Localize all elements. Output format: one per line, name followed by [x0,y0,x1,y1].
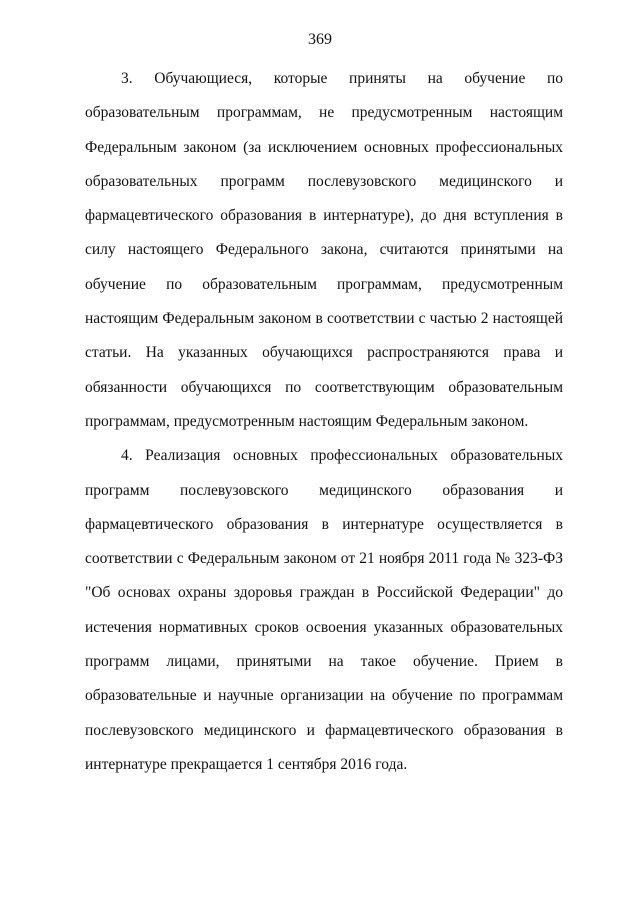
paragraph-3: 3. Обучающиеся, которые приняты на обучение по образовательным программам, не предусмотренным настоящим Федеральным законом (за исключением основных профессиональных образовательных программ послевузовского медицинского и фармацевтического образования в интернатуре), до дня вступления в силу настоящего Федерального закона, считаются принятыми на обучение по образовательным программам, предусмотренным настоящим Федеральным законом в соответствии с частью 2 настоящей статьи. На указанных обучающихся распространяются права и обязанности обучающихся по соответствующим образовательным программам, предусмотренным настоящим Федеральным законом. [85,70,563,430]
paragraph-4: 4. Реализация основных профессиональных образовательных программ послевузовского медицинского образования и фармацевтического образования в интернатуре осуществляется в соответствии с Федеральным законом от 21 ноября 2011 года № 323-ФЗ "Об основах охраны здоровья граждан в Российской Федерации" до истечения нормативных сроков освоения указанных образовательных программ лицами, принятыми на такое обучение. Прием в образовательные и научные организации на обучение по программам послевузовского медицинского и фармацевтического образования в интернатуре прекращается 1 сентября 2016 года. [85,447,563,773]
document-body [85,62,563,782]
page-number: 369 [308,31,332,48]
